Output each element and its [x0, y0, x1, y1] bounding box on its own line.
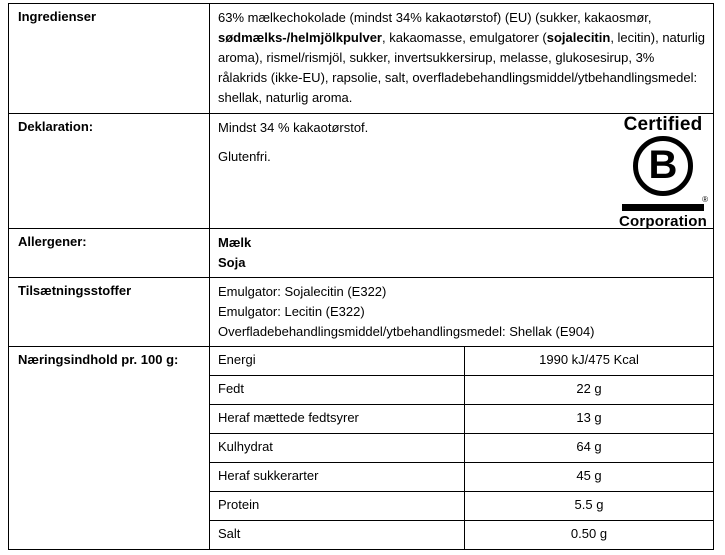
ingredients-segment: , kakaomasse, emulgatorer ( — [382, 30, 547, 45]
row-deklaration — [9, 113, 713, 228]
nutrition-row-fedt — [210, 375, 713, 404]
row-ingredienser — [9, 4, 713, 113]
row-naeringsindhold — [9, 346, 713, 549]
ingredients-segment-bold: sødmælks-/helmjölkpulver — [218, 30, 382, 45]
nutrition-table — [209, 347, 713, 549]
row-tilsaetningsstoffer — [9, 277, 713, 346]
nutrition-label: Salt — [218, 526, 241, 541]
nutrition-label: Protein — [218, 497, 260, 512]
nutrition-label: Energi — [218, 352, 256, 367]
ingredients-segment: , lecitin), naturlig aroma), rismel/rismjöl, sukker, invertsukkersirup, melasse, glukosesirup, 3% rålakrids (ikke-EU), rapsolie, salt, overfladebehandlingsmiddel/ytbehandlingsmedel: shellak, naturlig aroma. — [218, 30, 705, 105]
nutrition-row-protein — [210, 491, 713, 520]
b-corp-certified-label: Certified — [623, 114, 703, 135]
row-label-tilsaetningsstoffer: Tilsætningsstoffer — [18, 283, 132, 298]
row-label-ingredienser: Ingredienser — [18, 9, 97, 24]
nutrition-row-salt — [210, 520, 713, 549]
ingredients-segment-bold: sojalecitin — [546, 30, 611, 45]
nutrition-value: 1990 kJ/475 Kcal — [464, 347, 713, 375]
product-spec-table — [8, 3, 714, 550]
registered-trademark-icon: ® — [702, 195, 708, 204]
nutrition-label: Kulhydrat — [218, 439, 273, 454]
b-corp-letter: B — [648, 142, 678, 187]
row-label-allergener: Allergener: — [18, 234, 87, 249]
additive-item: Overfladebehandlingsmiddel/ytbehandlingsmedel: Shellak (E904) — [218, 324, 595, 339]
nutrition-value: 22 g — [464, 376, 713, 404]
allergen-item: Soja — [218, 255, 246, 270]
allergens-text — [209, 229, 713, 277]
ingredients-segment: 63% mælkechokolade (mindst 34% kakaotørstof) (EU) (sukker, kakaosmør, — [218, 10, 652, 25]
nutrition-row-maettede-fedtsyrer — [210, 404, 713, 433]
b-corp-bar — [622, 204, 704, 211]
nutrition-value: 0.50 g — [464, 521, 713, 549]
nutrition-value: 45 g — [464, 463, 713, 491]
nutrition-label: Heraf mættede fedtsyrer — [218, 410, 359, 425]
declaration-text — [209, 114, 713, 228]
declaration-line: Mindst 34 % kakaotørstof. — [218, 120, 369, 135]
additive-item: Emulgator: Sojalecitin (E322) — [218, 284, 387, 299]
nutrition-row-kulhydrat — [210, 433, 713, 462]
nutrition-row-energi — [210, 347, 713, 375]
additives-text — [209, 278, 713, 346]
ingredients-text — [209, 4, 713, 113]
additive-item: Emulgator: Lecitin (E322) — [218, 304, 365, 319]
row-label-deklaration: Deklaration: — [18, 119, 94, 134]
declaration-line: Glutenfri. — [218, 149, 271, 164]
b-corp-logo — [616, 116, 710, 229]
nutrition-value: 64 g — [464, 434, 713, 462]
b-corp-corporation-label: Corporation — [618, 213, 708, 230]
nutrition-label: Fedt — [218, 381, 245, 396]
nutrition-value: 13 g — [464, 405, 713, 433]
row-allergener — [9, 228, 713, 277]
nutrition-row-sukkerarter — [210, 462, 713, 491]
allergen-item: Mælk — [218, 235, 252, 250]
row-label-naeringsindhold: Næringsindhold pr. 100 g: — [18, 352, 179, 367]
nutrition-label: Heraf sukkerarter — [218, 468, 319, 483]
b-corp-circle-icon — [633, 136, 693, 196]
nutrition-value: 5.5 g — [464, 492, 713, 520]
